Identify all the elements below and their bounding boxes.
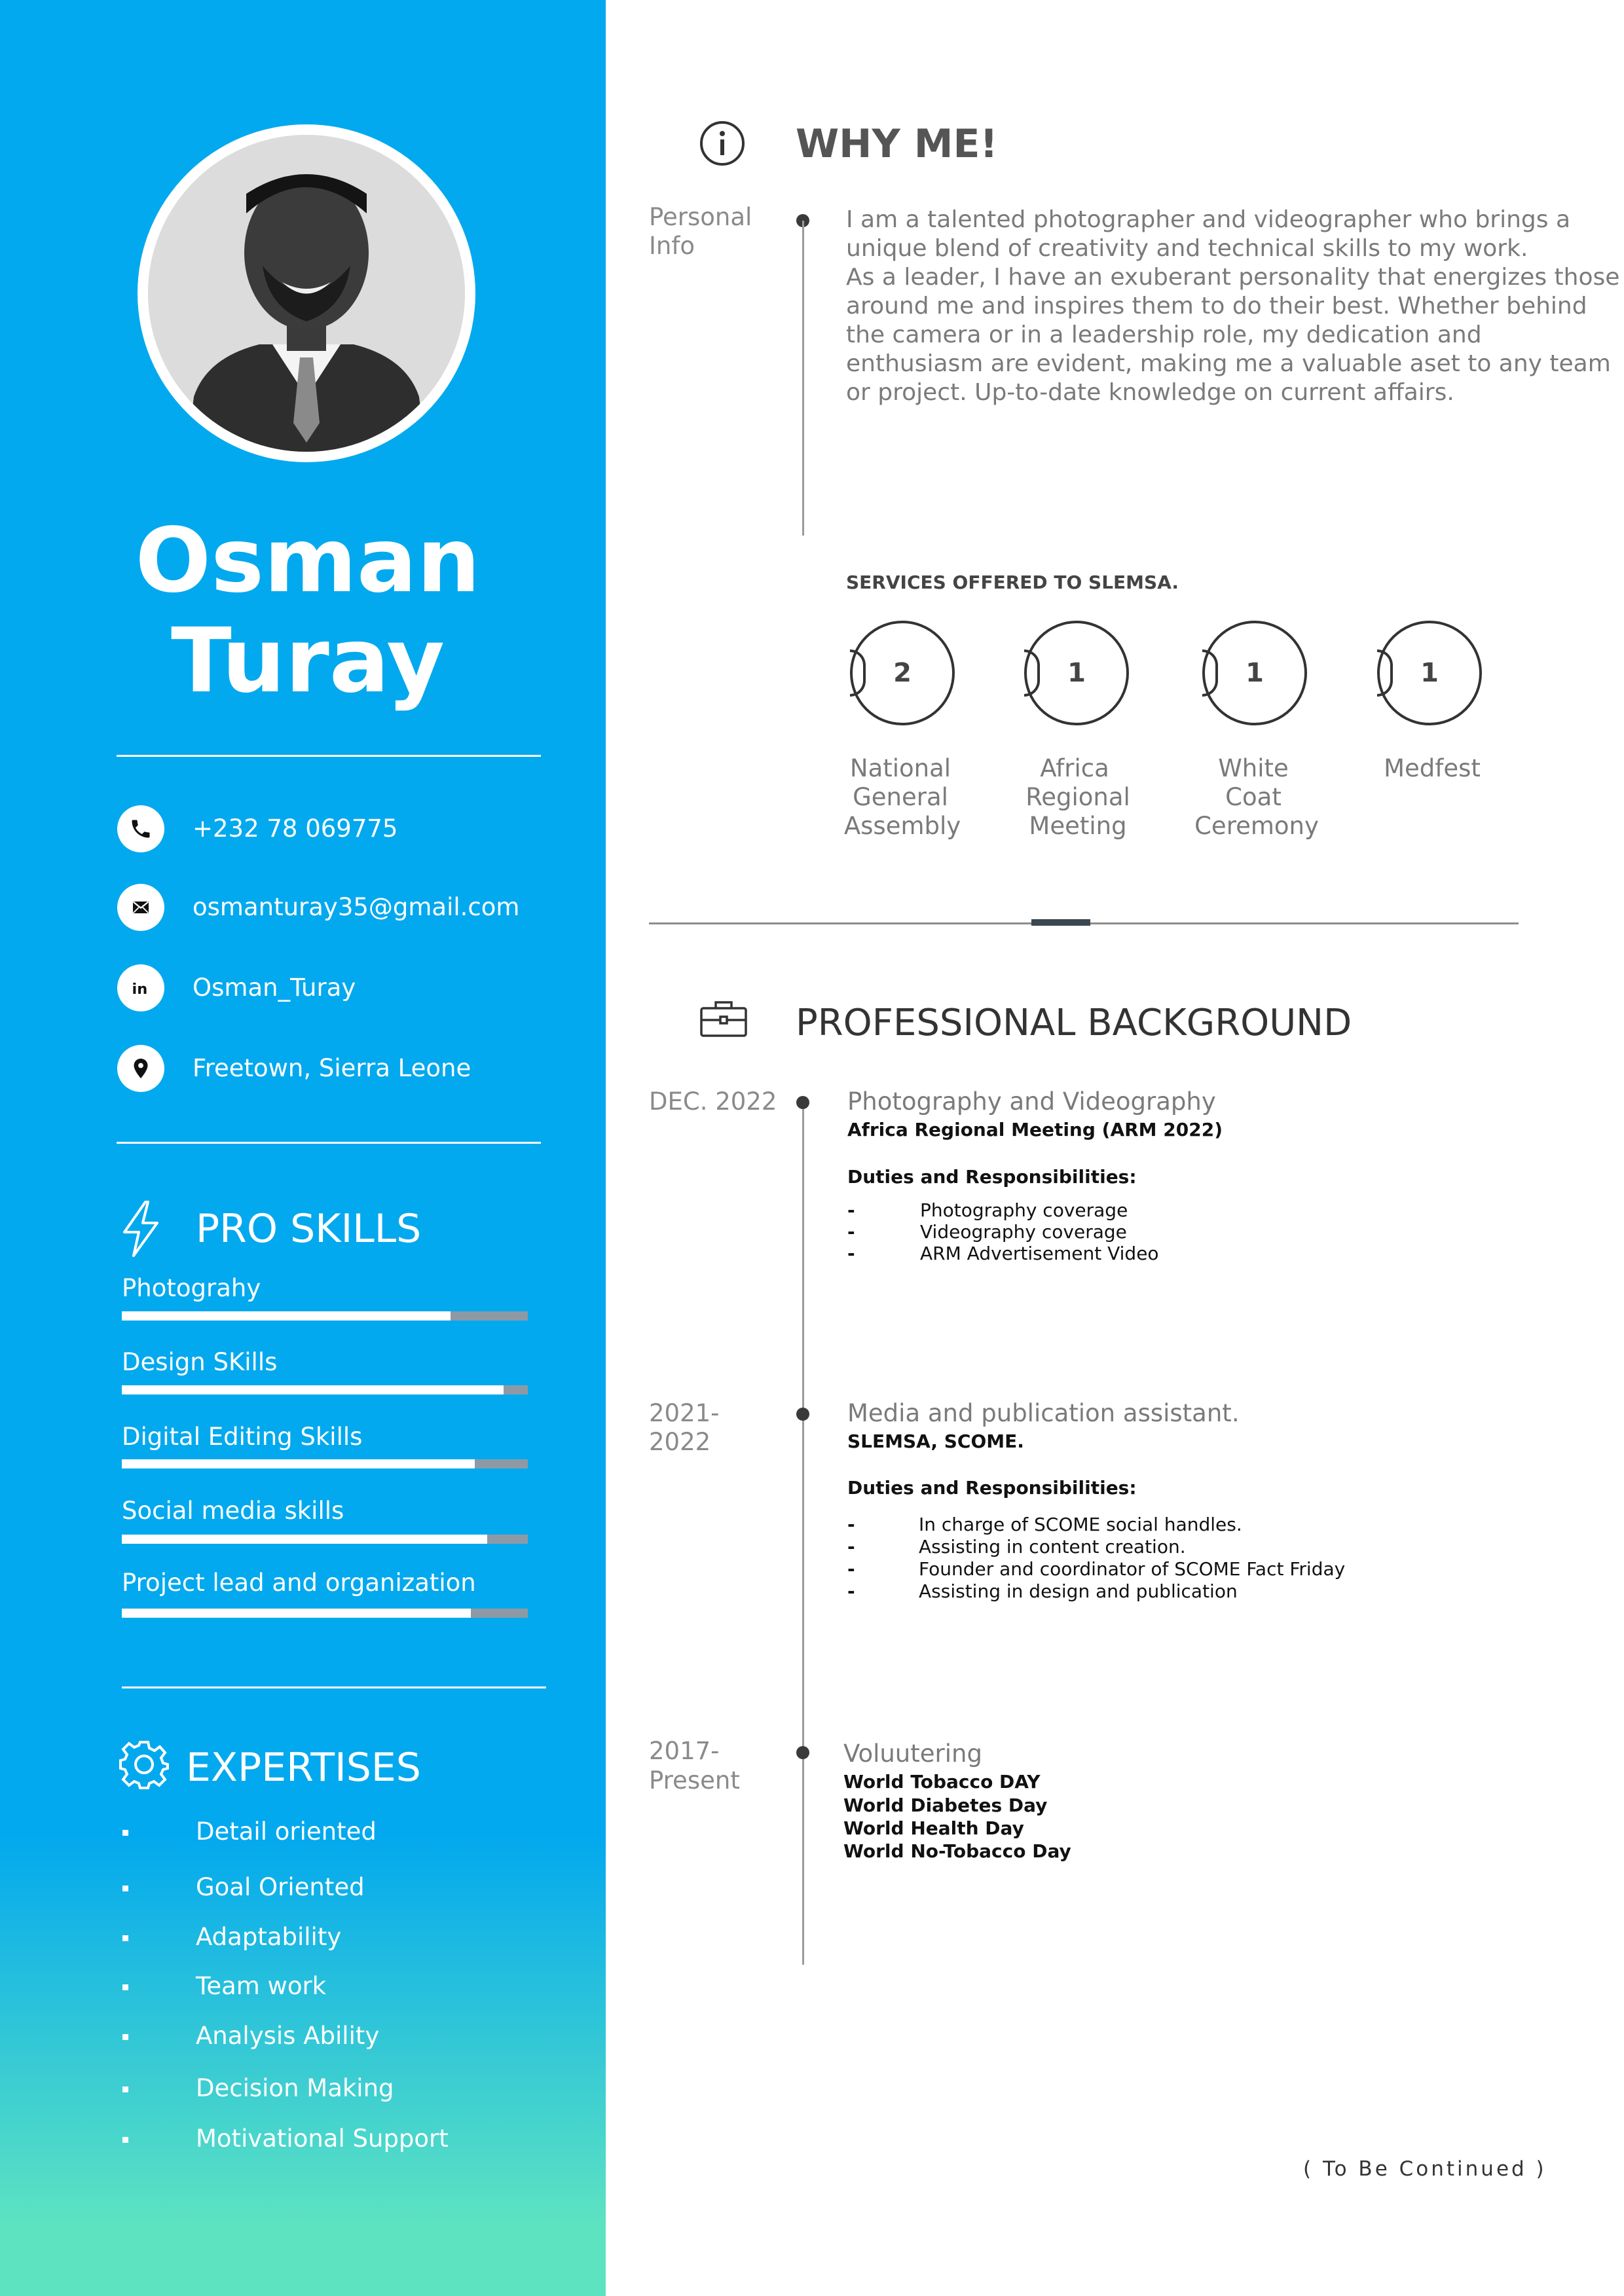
bullet (122, 1984, 128, 1990)
first-name: Osman (135, 509, 481, 613)
entry-org: World Diabetes Day (843, 1795, 1048, 1816)
why-me-text: enthusiasm are evident, making me a valuable aset to any team (846, 350, 1611, 377)
mail-icon (117, 884, 164, 931)
service-count-circle (1024, 621, 1129, 725)
timeline-line (802, 1102, 804, 1965)
skill-bar (122, 1535, 528, 1544)
bullet (122, 2086, 128, 2092)
service-count-circle (1377, 621, 1482, 725)
timeline-line (802, 221, 804, 536)
entry-role: Media and publication assistant. (847, 1399, 1240, 1427)
skill-label: Photograhy (122, 1274, 261, 1302)
location-text: Freetown, Sierra Leone (193, 1054, 471, 1082)
section-divider-marker (1031, 919, 1090, 926)
bullet (122, 2034, 128, 2040)
last-name: Turay (171, 610, 445, 713)
info-icon (699, 120, 746, 167)
duty-item: Photography coverage (920, 1199, 1128, 1221)
timeline-dot (796, 1746, 809, 1759)
bullet (122, 2137, 128, 2143)
duty-item: ARM Advertisement Video (920, 1243, 1159, 1264)
duty-item: Founder and coordinator of SCOME Fact Friday (919, 1558, 1346, 1580)
briefcase-icon (699, 999, 748, 1038)
entry-date: DEC. 2022 (649, 1087, 777, 1116)
service-count-circle (850, 621, 955, 725)
service-count: 1 (1420, 658, 1439, 688)
why-me-text: As a leader, I have an exuberant personality that energizes those (846, 264, 1620, 291)
services-title: SERVICES OFFERED TO SLEMSA. (846, 572, 1179, 593)
divider (117, 1142, 541, 1144)
entry-org: Africa Regional Meeting (ARM 2022) (847, 1119, 1223, 1140)
skill-bar (122, 1459, 528, 1468)
gear-icon (118, 1738, 170, 1791)
entry-date: 2017- (649, 1737, 720, 1765)
entry-date: Present (649, 1766, 740, 1795)
skill-label: Digital Editing Skills (122, 1423, 363, 1451)
service-count: 1 (1246, 658, 1264, 688)
entry-date: 2022 (649, 1428, 711, 1456)
duty-item: Assisting in content creation. (919, 1536, 1186, 1558)
why-me-text: the camera or in a leadership role, my dedication and (846, 321, 1482, 348)
lightning-icon (118, 1199, 164, 1258)
skill-bar (122, 1311, 528, 1321)
bullet (122, 1830, 128, 1836)
dash-bullet: - (847, 1221, 855, 1243)
personal-info-label: Personal (649, 203, 752, 231)
expertise-item: Detail oriented (196, 1817, 377, 1846)
expertise-item: Goal Oriented (196, 1873, 365, 1901)
service-label: Coat (1225, 783, 1282, 811)
dash-bullet: - (847, 1199, 855, 1221)
dash-bullet: - (847, 1558, 855, 1580)
entry-date: 2021- (649, 1399, 720, 1427)
linkedin-text[interactable]: Osman_Turay (193, 974, 356, 1002)
why-me-text: around me and inspires them to do their best. Whether behind (846, 293, 1587, 319)
skill-bar (122, 1385, 528, 1394)
sidebar (0, 0, 606, 2296)
skill-label: Project lead and organization (122, 1569, 476, 1597)
divider (117, 755, 541, 757)
avatar (148, 135, 465, 452)
skill-bar-fill (122, 1311, 451, 1321)
expertise-item: Motivational Support (196, 2124, 449, 2153)
location-icon (117, 1045, 164, 1092)
dash-bullet: - (847, 1243, 855, 1264)
entry-org: World No-Tobacco Day (843, 1840, 1071, 1862)
dash-bullet: - (847, 1536, 855, 1558)
service-label: Medfest (1384, 754, 1481, 782)
skill-bar-fill (122, 1385, 504, 1394)
duty-item: Videography coverage (920, 1221, 1127, 1243)
service-count: 2 (893, 658, 912, 688)
service-label: Assembly (843, 812, 961, 840)
personal-info-label: Info (649, 232, 695, 260)
entry-role: Photography and Videography (847, 1087, 1216, 1116)
service-label: Africa (1040, 754, 1109, 782)
expertise-item: Analysis Ability (196, 2022, 380, 2050)
duty-item: In charge of SCOME social handles. (919, 1514, 1242, 1535)
why-me-text: or project. Up-to-date knowledge on current affairs. (846, 379, 1454, 406)
duties-title: Duties and Responsibilities: (847, 1477, 1137, 1499)
service-count: 1 (1067, 658, 1086, 688)
skill-bar (122, 1609, 528, 1618)
expertise-item: Team work (196, 1972, 327, 2000)
skill-bar-fill (122, 1459, 475, 1468)
email-text[interactable]: osmanturay35@gmail.com (193, 893, 520, 921)
expertises-title: EXPERTISES (186, 1745, 421, 1791)
entry-org: World Tobacco DAY (843, 1771, 1041, 1793)
to-be-continued: ( To Be Continued ) (1303, 2157, 1547, 2181)
dash-bullet: - (847, 1514, 855, 1535)
skill-label: Social media skills (122, 1497, 344, 1525)
service-label: Regional (1025, 783, 1130, 811)
expertise-item: Decision Making (196, 2074, 394, 2102)
service-label: White (1218, 754, 1289, 782)
background-title: PROFESSIONAL BACKGROUND (796, 1002, 1352, 1044)
service-label: Ceremony (1194, 812, 1319, 840)
svg-text:in: in (132, 981, 148, 998)
skill-bar-fill (122, 1535, 487, 1544)
duties-title: Duties and Responsibilities: (847, 1166, 1137, 1188)
skill-bar-fill (122, 1609, 471, 1618)
service-count-circle (1202, 621, 1307, 725)
expertise-item: Adaptability (196, 1923, 342, 1951)
bullet (122, 1886, 128, 1891)
why-me-text: I am a talented photographer and videographer who brings a (846, 206, 1571, 233)
entry-org: SLEMSA, SCOME. (847, 1430, 1024, 1452)
service-label: Meeting (1029, 812, 1127, 840)
entry-org: World Health Day (843, 1817, 1024, 1839)
why-me-text: unique blend of creativity and technical skills to my work. (846, 235, 1528, 262)
divider (122, 1686, 546, 1688)
skill-label: Design SKills (122, 1348, 278, 1376)
timeline-dot (796, 1096, 809, 1109)
service-label: General (853, 783, 948, 811)
dash-bullet: - (847, 1580, 855, 1602)
phone-text[interactable]: +232 78 069775 (193, 814, 398, 843)
phone-icon (117, 805, 164, 852)
entry-role: Voluutering (843, 1740, 982, 1768)
pro-skills-title: PRO SKILLS (196, 1206, 422, 1252)
why-me-title: WHY ME! (796, 121, 998, 167)
bullet (122, 1935, 128, 1941)
linkedin-icon (117, 964, 164, 1011)
service-label: National (849, 754, 951, 782)
timeline-dot (796, 1408, 809, 1421)
duty-item: Assisting in design and publication (919, 1580, 1238, 1602)
